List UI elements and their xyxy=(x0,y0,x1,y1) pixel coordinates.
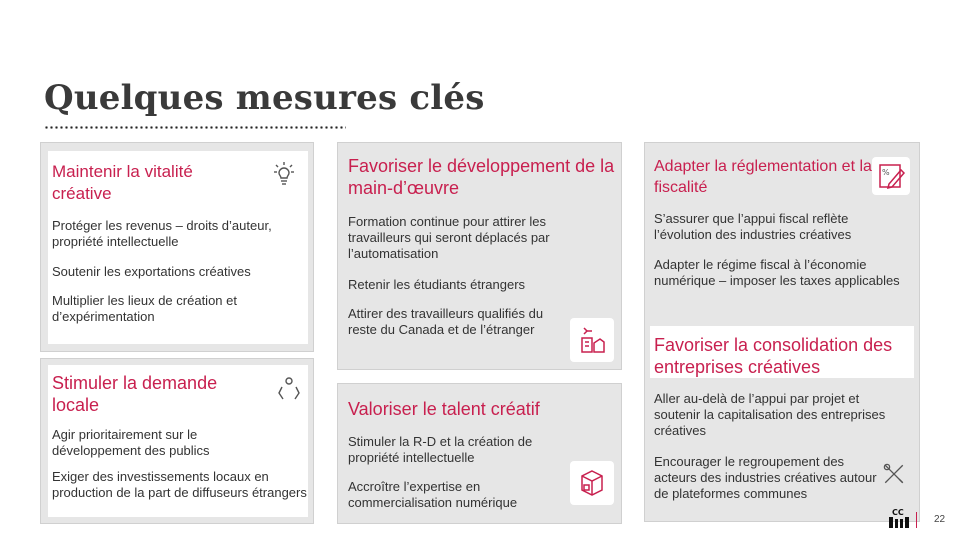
main-oeuvre-item-2: Retenir les étudiants étrangers xyxy=(348,277,526,292)
page-number: 22 xyxy=(934,514,946,525)
panel-vitalite-heading: Maintenir la vitalité créative xyxy=(52,162,193,203)
tax-icon xyxy=(875,160,907,192)
audience-icon xyxy=(273,373,305,405)
workforce-icon xyxy=(576,324,608,356)
panel-main-oeuvre-heading: Favoriser le développement de la main-d’œuvre xyxy=(348,156,615,198)
main-oeuvre-item-1: Formation continue pour attirer les travailleurs qui seront déplacés par l’automatisation xyxy=(348,214,550,261)
vitalite-item-2: Soutenir les exportations créatives xyxy=(52,264,251,279)
lightbulb-icon xyxy=(268,158,300,190)
vitalite-item-1: Protéger les revenus – droits d’auteur, propriété intellectuelle xyxy=(52,218,272,249)
title-underline xyxy=(44,126,346,129)
page-title: Quelques mesures clés xyxy=(44,78,485,118)
cc-logo xyxy=(888,506,910,530)
svg-text:%: % xyxy=(882,168,890,177)
reglementation-item-1: S’assurer que l’appui fiscal reflète l’évolution des industries créatives xyxy=(654,211,852,242)
consolidation-item-1: Aller au-delà de l’appui par projet et soutenir la capitalisation des entreprises créatives xyxy=(654,391,886,438)
reglementation-item-2: Adapter le régime fiscal à l’économie numérique – imposer les taxes applicables xyxy=(654,257,900,288)
demande-item-2: Exiger des investissements locaux en production de la part de diffuseurs étrangers xyxy=(52,469,307,500)
vitalite-item-3: Multiplier les lieux de création et d’expérimentation xyxy=(52,293,237,324)
package-icon xyxy=(576,467,608,499)
talent-item-2: Accroître l’expertise en commercialisation numérique xyxy=(348,479,518,510)
demande-item-1: Agir prioritairement sur le développement des publics xyxy=(52,427,210,458)
panel-talent-heading: Valoriser le talent créatif xyxy=(348,399,540,419)
tools-icon xyxy=(880,460,908,488)
main-oeuvre-item-3: Attirer des travailleurs qualifiés du reste du Canada et de l’étranger xyxy=(348,306,544,337)
panel-reglementation-heading: Adapter la réglementation et la fiscalité xyxy=(654,158,872,196)
svg-text:CC: CC xyxy=(892,508,904,517)
panel-consolidation-heading: Favoriser la consolidation des entreprises créatives xyxy=(654,335,893,377)
talent-item-1: Stimuler la R-D et la création de propriété intellectuelle xyxy=(348,434,533,465)
panel-demande-heading: Stimuler la demande locale xyxy=(52,373,218,415)
consolidation-item-2: Encourager le regroupement des acteurs des industries créatives autour de plateformes communes xyxy=(654,454,877,501)
footer-divider xyxy=(916,512,917,528)
